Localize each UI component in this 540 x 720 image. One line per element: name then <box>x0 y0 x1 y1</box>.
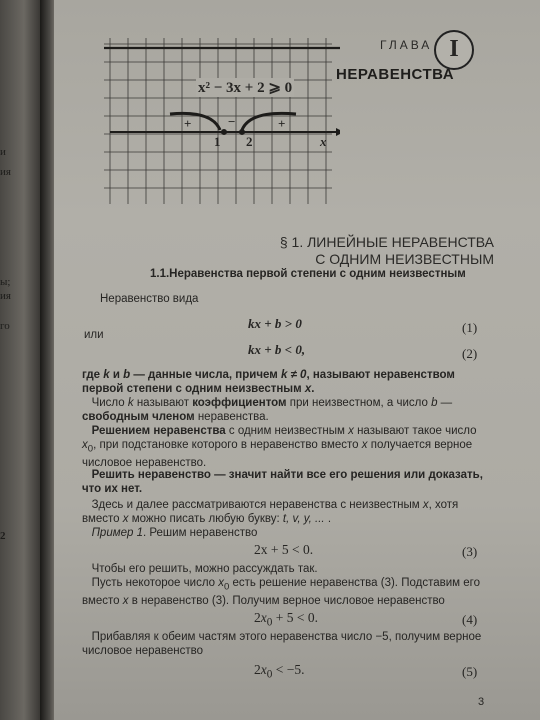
chapter-label: ГЛАВА <box>380 38 433 52</box>
page-number: 3 <box>478 696 485 708</box>
left-page-fragment: ия <box>0 290 11 302</box>
sign-plus: + <box>278 116 286 131</box>
axis-arrow <box>336 128 340 136</box>
left-page-fragment: ия <box>0 166 11 178</box>
section-title-line: § 1. ЛИНЕЙНЫЕ НЕРАВЕНСТВА <box>279 234 494 250</box>
coefficient-paragraph: Число k называют коэффициентом при неизвестном, а число b — свободным членом неравенства. <box>82 397 453 423</box>
or-text: или <box>84 329 104 341</box>
sign-minus: − <box>228 114 236 129</box>
subsection-title: 1.1.Неравенства первой степени с одним неизвестным <box>150 268 466 280</box>
equation-number-3: (3) <box>462 544 478 559</box>
book-spine <box>40 0 54 720</box>
reasoning-text: Чтобы его решить, можно рассуждать так. <box>91 563 318 575</box>
adding-paragraph: Прибавляя к обеим частям этого неравенства число −5, получим верное числовое неравенство <box>82 631 482 657</box>
intro-text: Неравенство вида <box>100 293 199 305</box>
section-title-line: С ОДНИМ НЕИЗВЕСТНЫМ <box>315 251 494 267</box>
figure-inequality: x² − 3x + 2 ⩾ 0 <box>198 80 293 96</box>
section-title <box>254 234 494 268</box>
equation-number-5: (5) <box>462 664 478 679</box>
figure-grid <box>104 38 332 204</box>
equation-number-4: (4) <box>462 612 478 627</box>
root-point <box>221 129 227 135</box>
substitution-paragraph: Пусть некоторое число $x_0$ есть решение неравенства (3). Подставим его вместо x в неравенство (3). Получим верное числовое неравенство <box>82 577 480 608</box>
example-heading: Пример 1. Решим неравенство <box>91 527 258 539</box>
solve-definition-paragraph: Решить неравенство — значит найти все его решения или доказать, что их нет. <box>82 469 483 495</box>
left-page-fragment: ы; <box>0 276 11 288</box>
root-label: 2 <box>246 134 253 149</box>
book-page <box>54 0 540 720</box>
formula-3: 2x + 5 < 0. <box>254 542 314 557</box>
formula-4: $2x_0 + 5 < 0$. <box>254 610 318 629</box>
definition-paragraph: где k и b — данные числа, причем k ≠ 0, называют неравенством первой степени с одним неизвестным x. <box>82 369 455 395</box>
variables-paragraph: Здесь и далее рассматриваются неравенства с неизвестным x, хотя вместо x можно писать любую букву: t, v, y, ... . <box>82 499 459 525</box>
left-page-edge <box>0 0 40 720</box>
chapter-number: I <box>434 30 474 70</box>
formula-2: kx + b < 0, <box>248 342 306 357</box>
equation-number-1: (1) <box>462 320 478 335</box>
root-point <box>239 129 245 135</box>
formula-1: kx + b > 0 <box>248 316 302 331</box>
axis-label: x <box>320 134 327 149</box>
root-label: 1 <box>214 134 221 149</box>
left-page-fragment: и <box>0 146 6 158</box>
left-page-fragment: 2 <box>0 530 6 542</box>
left-page-fragment: го <box>0 320 10 332</box>
figure-svg <box>100 34 340 206</box>
chapter-figure <box>100 34 340 206</box>
sign-plus: + <box>184 116 192 131</box>
equation-number-2: (2) <box>462 346 478 361</box>
chapter-title: НЕРАВЕНСТВА <box>336 66 455 83</box>
solution-definition-paragraph: Решением неравенства с одним неизвестным x называют такое число $x_0$, при подстановке которого в неравенство вместо x получается верное числовое неравенство. <box>82 425 477 470</box>
formula-5: $2x_0 < -5$. <box>254 662 305 681</box>
